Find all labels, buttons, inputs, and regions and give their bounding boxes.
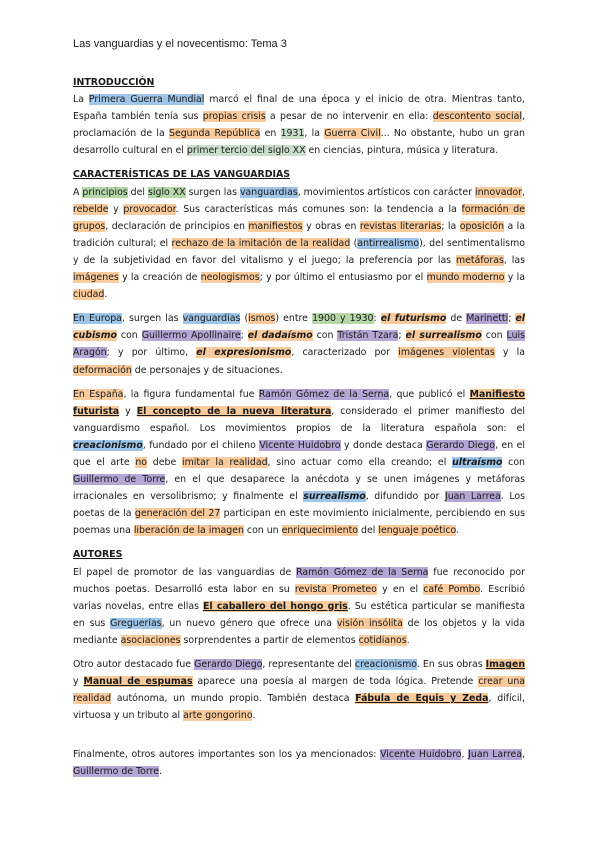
highlighted-text: innovador [474,186,523,198]
highlighted-text: primer tercio del siglo XX [186,145,306,157]
text-run: , en el que desaparece la anécdota y se unen imágenes y metáforas irracionales en versolibrismo; y finalmente el [73,474,525,503]
highlighted-text: creacionismo [354,659,417,670]
text-run: y obras en [302,220,360,232]
text-run: Otro autor destacado fue [73,659,195,670]
highlighted-text: El caballero del hongo gris [202,600,348,612]
highlighted-text: Guillermo de Torre [73,474,166,486]
highlighted-text: el cubismo [73,313,526,342]
highlighted-text: Juan Larrea [468,749,523,761]
highlighted-text: imágenes [73,272,119,284]
highlighted-text: 1900 y 1930 [312,313,374,325]
text-run: en ciencias, pintura, música y literatura. [305,145,499,157]
highlighted-text: Vicente Huidobro [259,439,341,451]
text-run: , caracterizado por [291,347,399,359]
text-run: y donde destaca [340,439,427,451]
paragraph [73,656,525,724]
highlighted-text: el surrealismo [405,330,482,342]
text-run: . [159,766,162,778]
text-run: . Su estética particular se manifiesta en sus [73,600,526,629]
highlighted-text: metáforas [456,254,504,266]
text-run: con [502,456,525,468]
text-run: , considerado el primer manifiesto del vanguardismo español. Los movimientos propios de la literatura española son: el [73,405,525,434]
section-heading-introduccion: INTRODUCCIÓN [73,77,155,88]
highlighted-text: Ramón Gómez de la Serna [258,388,390,400]
highlighted-text: neologismos [200,272,260,284]
highlighted-text: ismos [248,313,276,325]
highlighted-text: formación de grupos [73,203,525,232]
text-run: y [73,676,84,688]
highlighted-text: Gerardo Diego [426,439,495,451]
highlighted-text: El concepto de la nueva literatura [136,405,332,417]
text-run: . [252,710,256,722]
text-run: y la [504,272,526,284]
highlighted-text: crear una realidad [73,676,526,705]
highlighted-text: antirrealismo [357,237,420,249]
text-run: ; [240,330,248,342]
highlighted-text: Greguerías [110,617,162,629]
highlighted-text: Manifiesto futurista [73,388,525,417]
text-run: . [456,525,460,537]
highlighted-text: Segunda República [169,128,261,140]
text-run: , difundido por [365,491,445,503]
highlighted-text: arte gongorino [183,710,253,722]
highlighted-text: En Europa [73,313,122,325]
highlighted-text: principios [82,186,128,198]
highlighted-text: el futurismo [380,313,447,325]
text-run: , [522,749,526,761]
text-run: participan en este movimiento inicialmente, percibiendo en sus poemas una [73,508,525,537]
text-run: . [104,289,108,301]
highlighted-text: Gerardo Diego [194,659,263,670]
text-run: surgen las [185,186,240,198]
text-run: ; y por último, [106,347,197,359]
text-run: fue reconocido por muchos poetas. Desarrolló esta labor en su [73,566,526,595]
text-run: , fundado por el chileno [142,439,260,451]
text-run: ; [398,330,406,342]
highlighted-text: liberación de la imagen [133,525,244,537]
text-run: con [312,330,338,342]
text-run: ( [350,237,358,249]
paragraph [73,746,525,780]
text-run: con un [243,525,282,537]
paragraph [73,564,525,649]
text-run: , [522,186,526,198]
text-run: , difícil, virtuosa y un tributo al [73,693,526,722]
text-run: , [461,749,469,761]
highlighted-text: surrealismo [303,491,366,503]
text-run: . Escribió varias novelas, entre ellas [73,583,525,612]
text-run: con [481,330,507,342]
text-run: con [116,330,142,342]
text-run: , las [503,254,525,266]
highlighted-text: Guillermo Apollinaire [141,330,241,342]
document-header: Las vanguardias y el novecentismo: Tema 3 [73,38,287,50]
text-run: ), del sentimentalismo y de la subjetividad en favor del vitalismo y el juego; la preferencia por las [73,237,525,266]
highlighted-text: no [135,456,148,468]
text-run: . [406,634,410,646]
highlighted-text: enriquecimiento [281,525,359,537]
section-heading-autores: AUTORES [73,549,123,561]
text-run: sorprendentes a partir de elementos [180,634,359,646]
highlighted-text: vanguardias [182,313,241,325]
highlighted-text: Guillermo de Torre [73,766,159,778]
text-run: en [260,128,281,140]
section-heading-caracteristicas: CARACTERÍSTICAS DE LAS VANGUARDIAS [73,169,290,181]
highlighted-text: Vicente Huidobro [380,749,462,761]
highlighted-text: asociaciones [120,634,181,646]
text-run: , representante del [262,659,355,670]
highlighted-text: imitar la realidad [182,456,268,468]
highlighted-text: el expresionismo [196,347,292,359]
text-run: y en el [376,583,424,595]
highlighted-text: 1931 [280,128,305,140]
highlighted-text: generación del 27 [134,508,221,520]
text-run: A [73,186,83,198]
text-run: , sino actuar como ella creando; el [267,456,453,468]
text-run: aparece una poesía al margen de toda lógica. Pretende [192,676,479,688]
highlighted-text: manifiestos [248,220,303,232]
paragraph [73,310,525,378]
highlighted-text: visión insólita [336,617,403,629]
spacer [73,731,525,746]
highlighted-text: Primera Guerra Mundial [88,94,205,106]
text-run: , en el que el arte [73,439,525,468]
text-run: , un nuevo género que ofrece una [161,617,337,629]
highlighted-text: ciudad [73,289,105,301]
highlighted-text: Guerra Civil [324,128,381,140]
text-run: ; la [441,220,460,232]
text-run: y [119,405,137,417]
highlighted-text: creacionismo [73,439,143,451]
highlighted-text: revistas literarias [359,220,442,232]
highlighted-text: propias crisis [202,111,266,123]
document-body [73,74,525,788]
highlighted-text: Manual de espumas [83,676,193,688]
highlighted-text: rechazo de la imitación de la realidad [171,237,351,249]
text-run: , la [304,128,325,140]
text-run: del [127,186,148,198]
text-run: debe [147,456,183,468]
highlighted-text: Ramón Gómez de la Serna [296,566,429,578]
highlighted-text: vanguardias [239,186,298,198]
text-run: , surgen las [121,313,183,325]
highlighted-text: siglo XX [148,186,186,198]
text-run: , proclamación de la [73,111,525,140]
text-run: de los objetos y la vida mediante [73,617,525,646]
highlighted-text: Fábula de Equis y Zeda [355,693,489,705]
highlighted-text: Luis Aragón [73,330,526,359]
text-run: a la tradición cultural; el [73,220,526,249]
text-run: a pesar de no intervenir en ella: [265,111,433,123]
text-run: . Sus características más comunes son: la tendencia a la [175,203,462,215]
text-run: ... No obstante, hubo un gran desarrollo cultural en el [73,128,526,157]
highlighted-text: lenguaje poético [378,525,457,537]
highlighted-text: Marinetti [466,313,509,325]
highlighted-text: En España [73,388,124,400]
highlighted-text: descontento social [432,111,523,123]
highlighted-text: rebelde [73,203,109,215]
text-run: , la figura fundamental fue [123,388,259,400]
text-run: : [373,313,381,325]
text-run: de [446,313,467,325]
highlighted-text: cotidianos [358,634,407,646]
text-run: ) entre [275,313,313,325]
text-run: Finalmente, otros autores importantes son los ya mencionados: [73,749,381,761]
text-run: de personajes y de situaciones. [131,364,283,376]
text-run: , movimientos artísticos con carácter [297,186,475,198]
text-run: y la [494,347,526,359]
highlighted-text: Juan Larrea [444,491,501,503]
text-run: ; y por último el entusiasmo por el [259,272,427,284]
highlighted-text: café Pombo [423,583,481,595]
text-run: y la creación de [118,272,201,284]
paragraph [73,386,525,540]
highlighted-text: ultraísmo [452,456,503,468]
text-run: . Los poetas de la [73,491,525,520]
text-run: El papel de promotor de las vanguardias de [73,566,297,578]
highlighted-text: Imagen [485,659,525,670]
highlighted-text: Tristán Tzara [337,330,399,342]
highlighted-text: oposición [459,220,505,232]
highlighted-text: provocador [123,203,176,215]
highlighted-text: deformación [73,364,132,376]
text-run: ( [240,313,249,325]
text-run: ; [508,313,516,325]
highlighted-text: el dadaísmo [247,330,313,342]
text-run: , que publicó el [389,388,470,400]
text-run: , declaración de principios en [105,220,249,232]
highlighted-text: revista Prometeo [294,583,377,595]
highlighted-text: mundo moderno [426,272,505,284]
text-run: . En sus obras [416,659,486,670]
text-run: La [73,94,89,106]
text-run: del [358,525,379,537]
text-run: autónoma, un mundo propio. También destaca [111,693,356,705]
paragraph [73,184,525,304]
paragraph [73,91,525,159]
highlighted-text: imágenes violentas [398,347,495,359]
text-run: marcó el final de una época y el inicio de otra. Mientras tanto, España también tenía sus [73,94,525,123]
text-run: y [108,203,124,215]
